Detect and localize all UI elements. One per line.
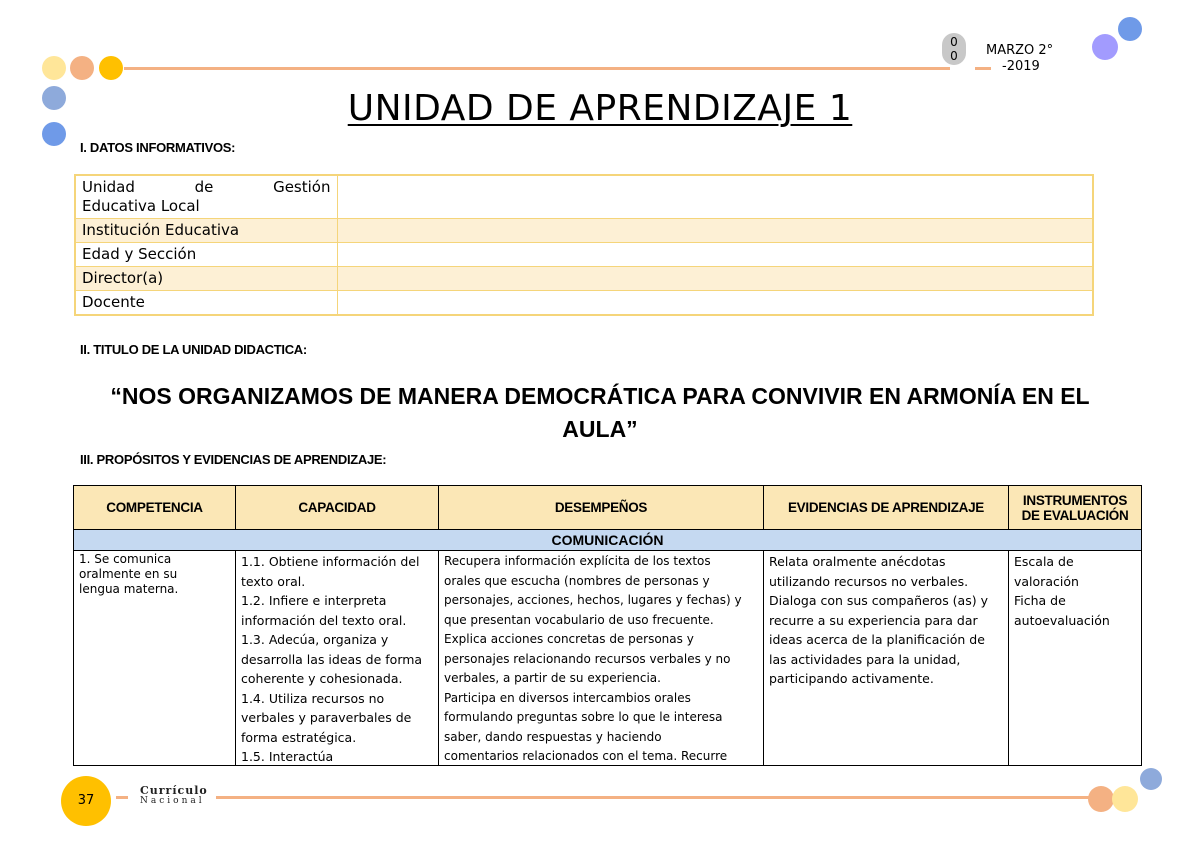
capacidad-line: coherente y cohesionada. — [241, 671, 403, 686]
evidencia-line: Relata oralmente anécdotas — [769, 554, 946, 569]
header-instrumentos-line-2: DE EVALUACIÓN — [1021, 507, 1129, 523]
evidencia-line: utilizando recursos no verbales. — [769, 573, 969, 589]
desempeno-line: Explica acciones concretas de personas y — [444, 632, 694, 646]
decor-dot-blue-top — [1118, 17, 1142, 41]
evidencia-line: Dialoga con sus compañeros (as) y — [769, 593, 988, 608]
ugel-line-2: Educativa Local — [82, 197, 200, 215]
date-line-2: -2019 — [1002, 59, 1040, 74]
info-row-ugel — [75, 175, 1093, 219]
purposes-header-row — [74, 486, 1142, 530]
decor-dot-purple — [1092, 34, 1118, 60]
decor-dot-footer-yellow — [1112, 786, 1138, 812]
footer-line — [216, 796, 1090, 799]
evidencia-line: ideas acerca de la planificación de — [769, 632, 985, 647]
competencia-line: oralmente en su — [79, 567, 178, 581]
capacidad-line: texto oral. — [241, 573, 306, 589]
cell-capacidad — [236, 551, 439, 766]
date-label — [986, 43, 1053, 75]
desempeno-line: formulando preguntas sobre lo que le interesa — [444, 710, 723, 724]
date-line-1: MARZO 2° — [986, 43, 1054, 58]
ugel-word-1: Unidad — [82, 178, 135, 196]
info-label-docente: Docente — [75, 291, 337, 316]
info-row-edad — [75, 243, 1093, 267]
competencia-line: lengua materna. — [79, 582, 179, 596]
desempeno-line: personajes relacionando recursos verbales y no — [444, 651, 731, 666]
header-instrumentos — [1009, 486, 1142, 530]
instrumento-line: valoración — [1014, 573, 1079, 589]
evidencia-line: las actividades para la unidad, — [769, 651, 961, 667]
content-row — [74, 551, 1142, 766]
info-label-institucion: Institución Educativa — [75, 219, 337, 243]
capacidad-line: forma estratégica. — [241, 729, 357, 745]
info-value-institucion[interactable] — [337, 219, 1093, 243]
cell-competencia — [74, 551, 236, 766]
capacidad-line: 1.1. Obtiene información del — [241, 554, 420, 569]
section-titulo-unidad: II. TITULO DE LA UNIDAD DIDACTICA: — [80, 342, 307, 357]
date-badge-bottom: 0 — [950, 49, 958, 63]
instrumento-line: Ficha de — [1014, 593, 1066, 608]
page-number-badge: 37 — [61, 776, 111, 826]
info-value-director[interactable] — [337, 267, 1093, 291]
section-propositos: III. PROPÓSITOS Y EVIDENCIAS DE APRENDIZAJE: — [80, 452, 387, 467]
info-row-docente — [75, 291, 1093, 316]
decor-dot-yellow-light — [42, 56, 66, 80]
info-value-docente[interactable] — [337, 291, 1093, 316]
logo-dash — [116, 796, 128, 799]
desempeno-line: saber, dando respuestas y haciendo — [444, 729, 662, 744]
area-row — [74, 530, 1142, 551]
info-row-institucion — [75, 219, 1093, 243]
logo-line-1: Currículo — [140, 784, 208, 797]
instrumento-line: autoevaluación — [1014, 612, 1110, 628]
header-evidencias: EVIDENCIAS DE APRENDIZAJE — [764, 486, 1009, 530]
info-value-ugel[interactable] — [337, 175, 1093, 219]
info-label-edad: Edad y Sección — [75, 243, 337, 267]
competencia-line: 1. Se comunica — [79, 552, 172, 566]
capacidad-line: información del texto oral. — [241, 612, 407, 628]
capacidad-line: 1.3. Adecúa, organiza y — [241, 632, 389, 647]
decor-dot-orange — [70, 56, 94, 80]
header-competencia: COMPETENCIA — [74, 486, 236, 530]
desempeno-line: Recupera información explícita de los textos — [444, 554, 711, 568]
header-capacidad: CAPACIDAD — [236, 486, 439, 530]
header-line — [124, 67, 950, 70]
purposes-table — [73, 485, 1142, 766]
unit-title-line-1: “NOS ORGANIZAMOS DE MANERA DEMOCRÁTICA PARA CONVIVIR EN ARMONÍA EN EL — [110, 383, 1090, 409]
evidencia-line: participando activamente. — [769, 671, 934, 686]
desempeno-line: personajes, acciones, hechos, lugares y fechas) y — [444, 593, 742, 607]
header-desempenos: DESEMPEÑOS — [439, 486, 764, 530]
desempeno-line: verbales, a partir de su experiencia. — [444, 671, 661, 685]
date-badge-icon — [942, 33, 966, 65]
desempeno-line: orales que escucha (nombres de personas y — [444, 573, 710, 588]
instrumento-line: Escala de — [1014, 554, 1074, 569]
capacidad-line: 1.2. Infiere e interpreta — [241, 593, 387, 608]
capacidad-line: 1.5. Interactúa — [241, 749, 334, 764]
decor-dot-yellow — [99, 56, 123, 80]
curriculo-logo — [140, 786, 208, 806]
unit-title — [60, 380, 1140, 446]
decor-dot-footer-orange — [1088, 786, 1114, 812]
ugel-word-2: de — [194, 178, 214, 196]
desempeno-line: comentarios relacionados con el tema. Recurre — [444, 749, 728, 763]
capacidad-line: 1.4. Utiliza recursos no — [241, 690, 385, 706]
unit-title-line-2: AULA” — [562, 416, 638, 442]
info-row-director — [75, 267, 1093, 291]
header-instrumentos-line-1: INSTRUMENTOS — [1022, 492, 1128, 508]
ugel-word-3: Gestión — [273, 178, 331, 196]
section-datos-informativos: I. DATOS INFORMATIVOS: — [80, 140, 236, 155]
capacidad-line: desarrolla las ideas de forma — [241, 651, 423, 667]
date-badge-top: 0 — [950, 35, 958, 49]
capacidad-line: verbales y paraverbales de — [241, 710, 412, 725]
desempeno-line: que presentan vocabulario de uso frecuente. — [444, 612, 714, 627]
decor-dot-footer-blue — [1140, 768, 1162, 790]
area-label: COMUNICACIÓN — [74, 530, 1142, 551]
info-value-edad[interactable] — [337, 243, 1093, 267]
page-title: UNIDAD DE APRENDIZAJE 1 — [347, 88, 853, 129]
logo-line-2: Nacional — [140, 796, 205, 806]
info-label-director: Director(a) — [75, 267, 337, 291]
info-label-ugel — [75, 175, 337, 219]
desempeno-line: Participa en diversos intercambios orales — [444, 690, 691, 705]
cell-desempenos — [439, 551, 764, 766]
info-table — [74, 174, 1094, 316]
evidencia-line: recurre a su experiencia para dar — [769, 612, 978, 628]
cell-evidencias — [764, 551, 1009, 766]
cell-instrumentos — [1009, 551, 1142, 766]
